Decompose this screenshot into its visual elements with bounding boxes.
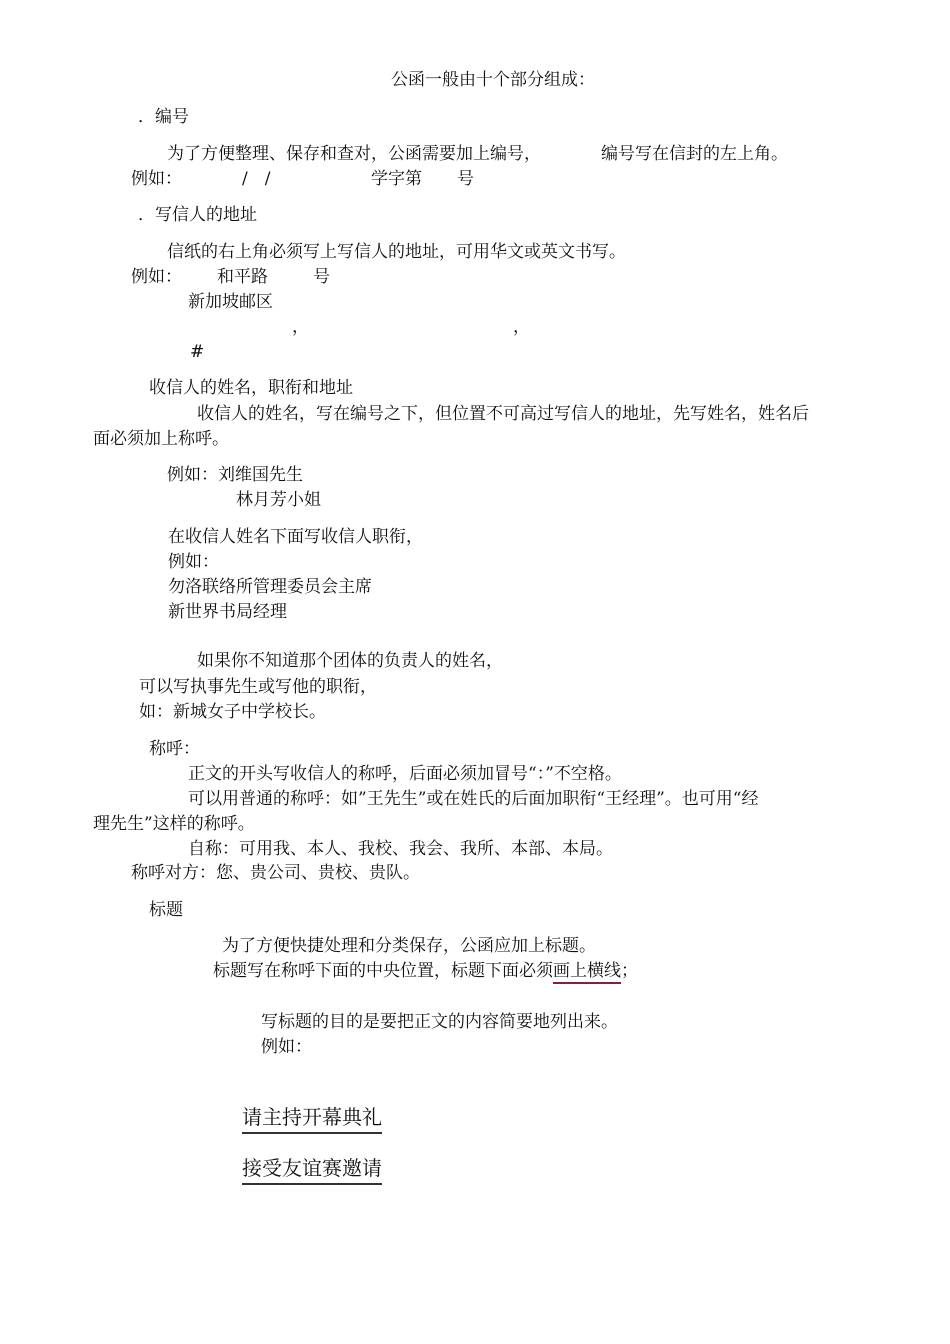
section-2-comma-2: ， — [513, 317, 530, 337]
section-3-title-example-2: 新世界书局经理 — [168, 602, 287, 622]
section-3-unknown-line3: 如：新城女子中学校长。 — [139, 702, 326, 722]
section-5-line1: 为了方便快捷处理和分类保存，公函应加上标题。 — [222, 936, 596, 956]
section-2-example-label: 例如： — [131, 267, 182, 287]
section-1-example-hao: 号 — [457, 169, 474, 189]
section-3-paragraph-line2: 面必须加上称呼。 — [93, 429, 229, 449]
section-2-example-road: 和平路 — [217, 267, 268, 287]
section-3-title-example-label: 例如： — [168, 552, 219, 572]
section-1-paragraph-tail: 编号写在信封的左上角。 — [601, 144, 788, 164]
section-3-title-example-1: 勿洛联络所管理委员会主席 — [168, 577, 372, 597]
section-4-line4: 自称：可用我、本人、我校、我会、我所、本部、本局。 — [188, 839, 613, 859]
section-5-line2-underlined: 画上横线 — [553, 961, 621, 984]
section-5-line2 — [213, 960, 638, 982]
section-2-paragraph: 信纸的右上角必须写上写信人的地址，可用华文或英文书写。 — [167, 242, 626, 262]
section-2-title: ．写信人的地址 — [138, 205, 257, 225]
section-3-title: 收信人的姓名，职衔和地址 — [149, 378, 353, 398]
section-2-postal-line: 新加坡邮区 — [188, 292, 273, 312]
section-5-line2-pre: 标题写在称呼下面的中央位置，标题下面必须 — [213, 961, 553, 981]
section-1-example-text: 学字第 — [371, 169, 422, 189]
section-2-comma-1: ， — [292, 317, 309, 337]
section-2-hash: # — [190, 342, 205, 362]
section-4-title: 称呼： — [149, 739, 200, 759]
section-3-title-intro: 在收信人姓名下面写收信人职衔， — [168, 527, 423, 547]
section-5-line3: 写标题的目的是要把正文的内容简要地列出来。 — [261, 1012, 618, 1032]
section-3-unknown-line2: 可以写执事先生或写他的职衔， — [139, 677, 377, 697]
heading: 公函一般由十个部分组成： — [391, 70, 595, 90]
section-1-example-slashes: / / — [242, 169, 271, 189]
section-3-unknown-line1: 如果你不知道那个团体的负责人的姓名， — [197, 651, 503, 671]
section-3-example-2: 林月芳小姐 — [236, 490, 321, 510]
section-4-line3: 理先生”这样的称呼。 — [93, 814, 255, 834]
section-1-example-label: 例如： — [131, 169, 182, 189]
section-1-title: ．编号 — [138, 107, 189, 127]
section-3-paragraph-line1: 收信人的姓名，写在编号之下，但位置不可高过写信人的地址，先写姓名，姓名后 — [197, 404, 809, 424]
section-5-line2-post: ； — [621, 961, 638, 981]
section-1-paragraph: 为了方便整理、保存和查对，公函需要加上编号， — [167, 144, 541, 164]
section-3-example-1: 例如：刘维国先生 — [167, 465, 303, 485]
section-4-line1: 正文的开头写收信人的称呼，后面必须加冒号“：”不空格。 — [188, 764, 622, 784]
section-5-title: 标题 — [149, 900, 183, 920]
section-5-example-title-1: 请主持开幕典礼 — [242, 1104, 382, 1134]
section-4-line2: 可以用普通的称呼：如”王先生”或在姓氏的后面加职衔“王经理”。也可用“经 — [188, 789, 759, 809]
section-2-example-hao: 号 — [313, 267, 330, 287]
section-4-line5: 称呼对方：您、贵公司、贵校、贵队。 — [131, 863, 420, 883]
section-5-example-title-2: 接受友谊赛邀请 — [242, 1155, 382, 1185]
section-5-line4: 例如： — [261, 1037, 312, 1057]
